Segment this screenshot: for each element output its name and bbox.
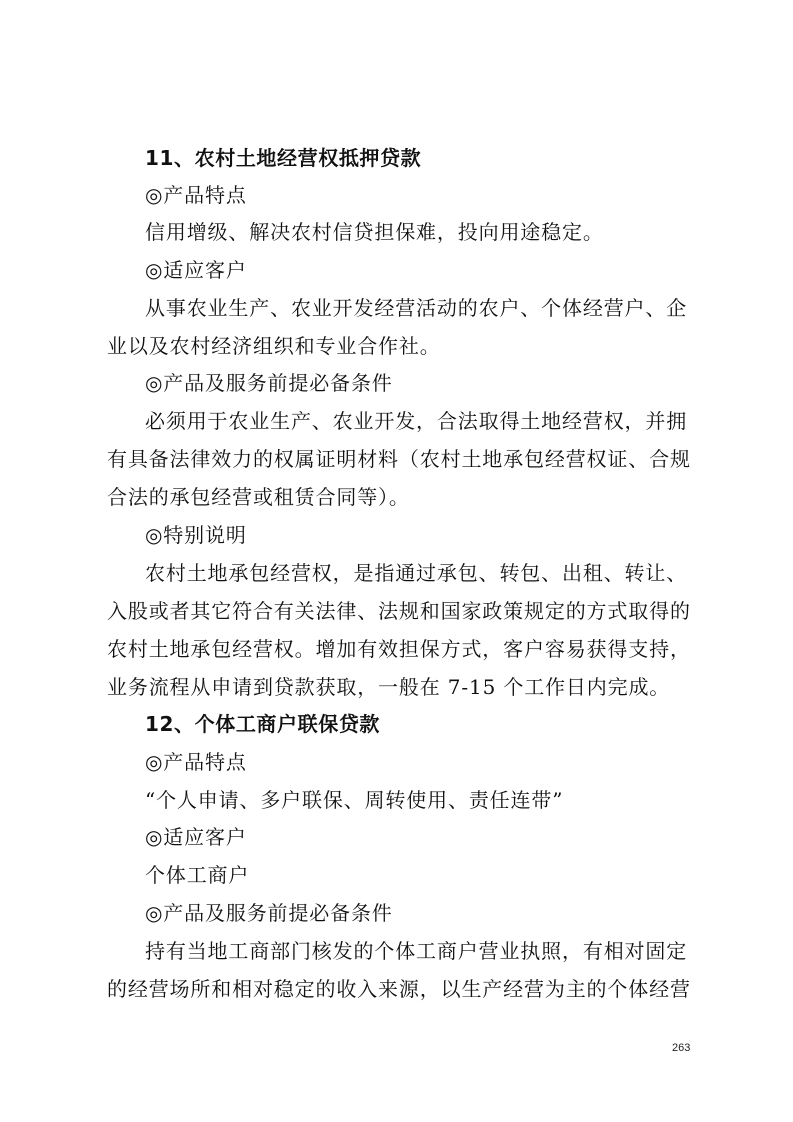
section-11-features-label: ◎产品特点	[145, 183, 247, 207]
section-12-features-label: ◎产品特点	[145, 750, 247, 774]
section-11-conditions-text-line: 有具备法律效力的权属证明材料（农村土地承包经营权证、合规	[107, 447, 691, 471]
section-11-notes-text-line: 入股或者其它符合有关法律、法规和国家政策规定的方式取得的	[107, 599, 691, 623]
section-12-conditions-text-line: 的经营场所和相对稳定的收入来源，以生产经营为主的个体经营	[107, 977, 691, 1001]
section-11-conditions-text-line: 必须用于农业生产、农业开发，合法取得土地经营权，并拥	[145, 409, 688, 433]
section-12-heading: 12、个体工商户联保贷款	[145, 712, 381, 736]
section-11-customers-label: ◎适应客户	[145, 258, 247, 282]
section-11-customers-text-line: 业以及农村经济组织和专业合作社。	[107, 334, 441, 358]
section-11-notes-text-line: 业务流程从申请到贷款获取，一般在 7-15 个工作日内完成。	[107, 675, 671, 699]
section-11-customers-text-line: 从事农业生产、农业开发经营活动的农户、个体经营户、企	[145, 296, 688, 320]
section-12-customers-text: 个体工商户	[145, 863, 250, 887]
section-12-conditions-label: ◎产品及服务前提必备条件	[145, 901, 393, 925]
page-number: 263	[672, 1042, 691, 1054]
section-11-conditions-label: ◎产品及服务前提必备条件	[145, 371, 393, 395]
section-12-customers-label: ◎适应客户	[145, 825, 247, 849]
section-11-notes-text-line: 农村土地承包经营权，是指通过承包、转包、出租、转让、	[145, 561, 688, 585]
section-12-conditions-text-line: 持有当地工商部门核发的个体工商户营业执照，有相对固定	[145, 939, 688, 963]
section-11-notes-label: ◎特别说明	[145, 523, 247, 547]
section-11-features-text: 信用增级、解决农村信贷担保难，投向用途稳定。	[145, 220, 604, 244]
section-11-conditions-text-line: 合法的承包经营或租赁合同等）。	[107, 485, 410, 509]
section-11-notes-text-line: 农村土地承包经营权。增加有效担保方式，客户容易获得支持，	[107, 637, 691, 661]
section-11-heading: 11、农村土地经营权抵押贷款	[145, 146, 422, 170]
section-12-features-text: “个人申请、多户联保、周转使用、责任连带”	[145, 788, 564, 812]
